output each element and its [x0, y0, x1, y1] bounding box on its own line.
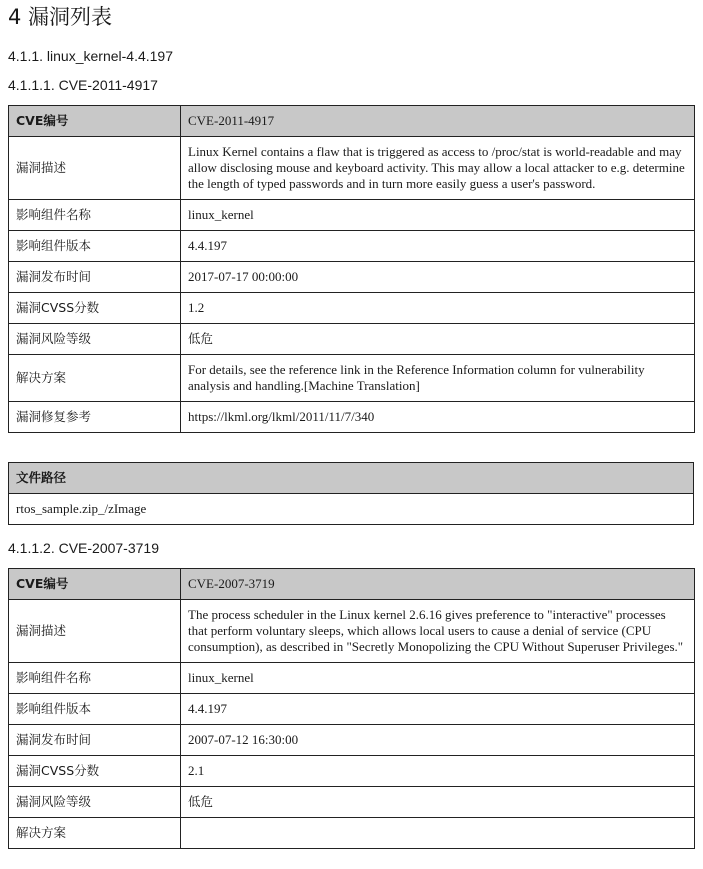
- component-version-label: 影响组件版本: [9, 231, 181, 262]
- cve-id-value: CVE-2007-3719: [181, 569, 695, 600]
- description-label: 漏洞描述: [9, 137, 181, 200]
- cvss-label: 漏洞CVSS分数: [9, 293, 181, 324]
- published-label: 漏洞发布时间: [9, 725, 181, 756]
- table-row: [9, 402, 695, 433]
- table-row: [9, 569, 695, 600]
- component-name-value: linux_kernel: [181, 663, 695, 694]
- component-version-value: 4.4.197: [181, 231, 695, 262]
- cve-id-label: CVE编号: [9, 569, 181, 600]
- component-name-label: 影响组件名称: [9, 663, 181, 694]
- reference-link[interactable]: https://lkml.org/lkml/2011/11/7/340: [181, 402, 695, 433]
- file-path-value: rtos_sample.zip_/zImage: [9, 494, 694, 525]
- component-name-value: linux_kernel: [181, 200, 695, 231]
- published-value: 2007-07-12 16:30:00: [181, 725, 695, 756]
- table-row: [9, 293, 695, 324]
- table-row: [9, 725, 695, 756]
- component-version-value: 4.4.197: [181, 694, 695, 725]
- table-row: [9, 463, 694, 494]
- table-row: [9, 600, 695, 663]
- risk-label: 漏洞风险等级: [9, 787, 181, 818]
- vuln-heading-2: 4.1.1.2. CVE-2007-3719: [8, 540, 159, 556]
- cvss-value: 1.2: [181, 293, 695, 324]
- component-heading: 4.1.1. linux_kernel-4.4.197: [8, 48, 173, 64]
- solution-value: [181, 818, 695, 849]
- table-row: [9, 137, 695, 200]
- table-row: [9, 818, 695, 849]
- reference-label: 漏洞修复参考: [9, 402, 181, 433]
- table-row: [9, 494, 694, 525]
- file-path-table: [8, 462, 694, 525]
- table-row: [9, 663, 695, 694]
- table-row: [9, 262, 695, 293]
- description-value: Linux Kernel contains a flaw that is triggered as access to /proc/stat is world-readable and may allow disclosing mouse and keyboard activity. This may allow a local attacker to e.g. determine the length of typed passwords and in turn more easily guess a user's password.: [181, 137, 695, 200]
- vuln-table-1: [8, 105, 695, 433]
- table-row: [9, 355, 695, 402]
- description-value: The process scheduler in the Linux kernel 2.6.16 gives preference to "interactive" processes that perform voluntary sleeps, which allows local users to cause a denial of service (CPU consumption), as described in "Secretly Monopolizing the CPU Without Superuser Privileges.": [181, 600, 695, 663]
- table-row: [9, 756, 695, 787]
- solution-label: 解决方案: [9, 818, 181, 849]
- table-row: [9, 787, 695, 818]
- cve-id-label: CVE编号: [9, 106, 181, 137]
- component-name-label: 影响组件名称: [9, 200, 181, 231]
- published-value: 2017-07-17 00:00:00: [181, 262, 695, 293]
- table-row: [9, 231, 695, 262]
- file-path-label: 文件路径: [9, 463, 694, 494]
- risk-value: 低危: [181, 787, 695, 818]
- risk-value: 低危: [181, 324, 695, 355]
- cvss-label: 漏洞CVSS分数: [9, 756, 181, 787]
- component-version-label: 影响组件版本: [9, 694, 181, 725]
- published-label: 漏洞发布时间: [9, 262, 181, 293]
- cve-id-value: CVE-2011-4917: [181, 106, 695, 137]
- description-label: 漏洞描述: [9, 600, 181, 663]
- table-row: [9, 106, 695, 137]
- table-row: [9, 694, 695, 725]
- solution-value: For details, see the reference link in the Reference Information column for vulnerability analysis and handling.[Machine Translation]: [181, 355, 695, 402]
- table-row: [9, 200, 695, 231]
- section-title: 4 漏洞列表: [8, 5, 113, 29]
- vuln-table-2: [8, 568, 695, 849]
- solution-label: 解决方案: [9, 355, 181, 402]
- cvss-value: 2.1: [181, 756, 695, 787]
- table-row: [9, 324, 695, 355]
- risk-label: 漏洞风险等级: [9, 324, 181, 355]
- vuln-heading-1: 4.1.1.1. CVE-2011-4917: [8, 77, 158, 93]
